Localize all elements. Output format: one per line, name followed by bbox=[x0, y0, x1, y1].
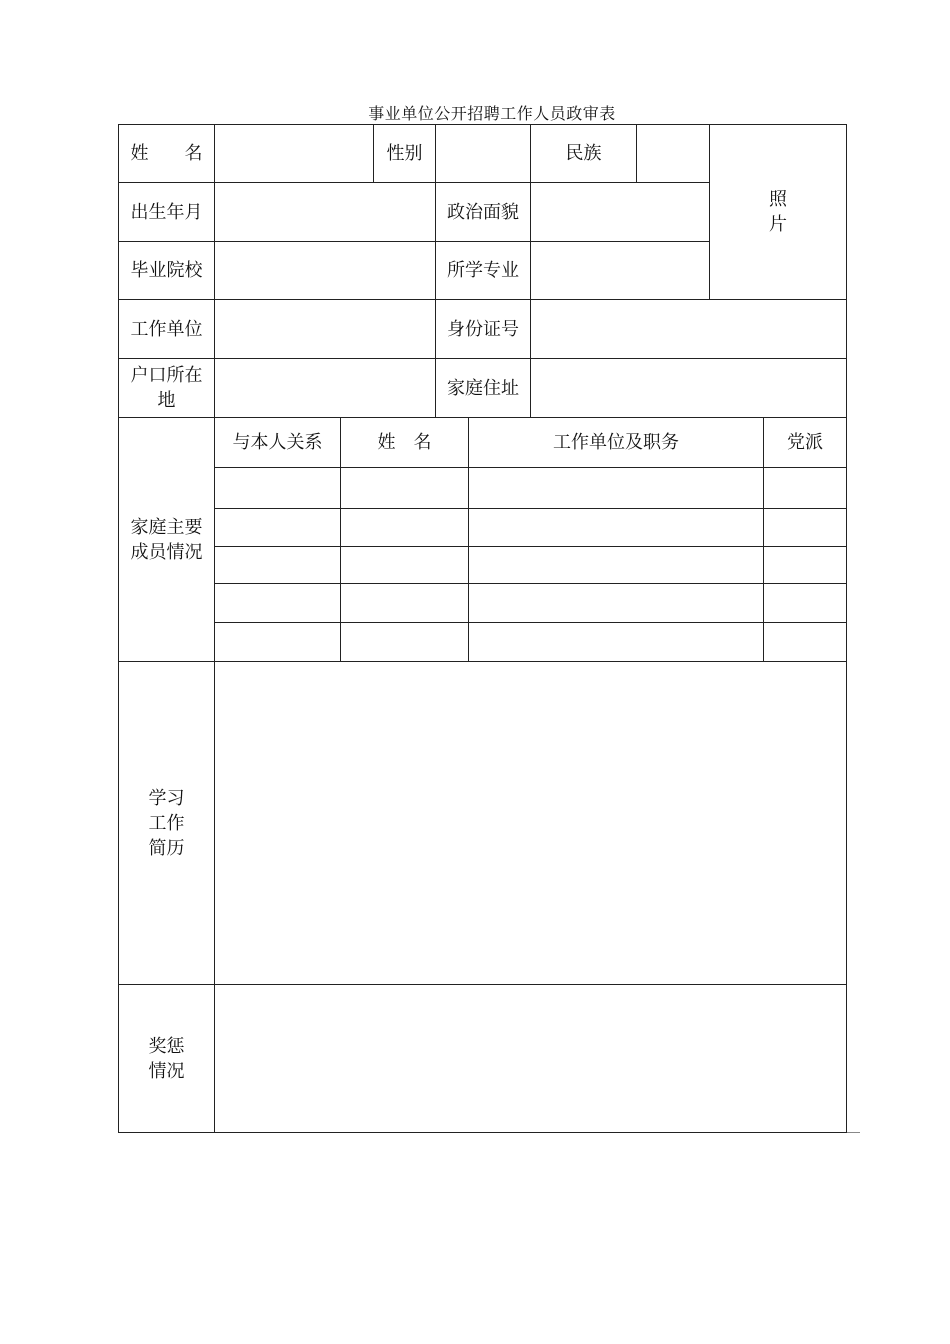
border-right bbox=[846, 124, 847, 1133]
label-rewards-line1: 奖惩 bbox=[148, 1035, 185, 1057]
family-cell[interactable] bbox=[764, 468, 846, 508]
label-employer: 工作单位 bbox=[130, 318, 203, 340]
border-bottom bbox=[118, 1132, 847, 1133]
family-cell[interactable] bbox=[215, 547, 340, 583]
photo-area[interactable] bbox=[710, 125, 846, 299]
family-cell[interactable] bbox=[215, 468, 340, 508]
family-cell[interactable] bbox=[764, 623, 846, 661]
address-field[interactable] bbox=[531, 359, 846, 417]
school-field[interactable] bbox=[215, 242, 435, 299]
label-family-members bbox=[119, 418, 214, 661]
family-cell[interactable] bbox=[341, 547, 468, 583]
label-hukou-line2: 地 bbox=[157, 390, 176, 411]
label-history-line2: 工作 bbox=[148, 812, 185, 834]
family-cell[interactable] bbox=[764, 509, 846, 546]
label-history-line1: 学习 bbox=[148, 787, 185, 809]
label-history-line3: 简历 bbox=[148, 837, 185, 859]
family-cell[interactable] bbox=[469, 623, 763, 661]
label-family-line1: 家庭主要 bbox=[130, 516, 203, 538]
label-birth: 出生年月 bbox=[130, 201, 203, 223]
gender-field[interactable] bbox=[436, 125, 530, 182]
name-field[interactable] bbox=[215, 125, 373, 182]
label-hukou bbox=[119, 359, 214, 417]
study-work-history-field[interactable] bbox=[215, 662, 846, 984]
label-address: 家庭住址 bbox=[447, 377, 519, 399]
hukou-field[interactable] bbox=[215, 359, 435, 417]
family-cell[interactable] bbox=[341, 623, 468, 661]
label-rewards-line2: 情况 bbox=[148, 1060, 185, 1082]
family-cell[interactable] bbox=[341, 509, 468, 546]
family-cell[interactable] bbox=[341, 468, 468, 508]
photo-label-2: 片 bbox=[769, 214, 787, 235]
rewards-punishments-field[interactable] bbox=[215, 985, 846, 1132]
label-school: 毕业院校 bbox=[130, 260, 203, 281]
label-major: 所学专业 bbox=[447, 260, 519, 281]
family-cell[interactable] bbox=[469, 468, 763, 508]
family-cell[interactable] bbox=[215, 509, 340, 546]
ethnicity-field[interactable] bbox=[637, 125, 709, 182]
label-family-line2: 成员情况 bbox=[130, 541, 203, 563]
family-cell[interactable] bbox=[469, 584, 763, 622]
family-cell[interactable] bbox=[764, 584, 846, 622]
label-ethnicity: 民族 bbox=[565, 143, 602, 164]
form-title: 事业单位公开招聘工作人员政审表 bbox=[368, 104, 616, 123]
family-cell[interactable] bbox=[764, 547, 846, 583]
employer-field[interactable] bbox=[215, 300, 435, 358]
label-political-status: 政治面貌 bbox=[447, 201, 519, 223]
family-header-name: 姓 名 bbox=[377, 432, 432, 453]
label-rewards-punishments bbox=[119, 985, 214, 1132]
label-gender: 性别 bbox=[386, 143, 423, 164]
family-cell[interactable] bbox=[215, 584, 340, 622]
family-header-employer-position: 工作单位及职务 bbox=[553, 432, 679, 453]
family-cell[interactable] bbox=[341, 584, 468, 622]
id-number-field[interactable] bbox=[531, 300, 846, 358]
photo-label-1: 照 bbox=[769, 189, 787, 210]
family-cell[interactable] bbox=[469, 547, 763, 583]
political-status-field[interactable] bbox=[531, 183, 709, 241]
label-name: 姓 名 bbox=[130, 143, 203, 164]
label-study-work-history bbox=[119, 662, 214, 984]
family-header-party: 党派 bbox=[787, 432, 823, 453]
label-hukou-line1: 户口所在 bbox=[130, 365, 203, 386]
family-cell[interactable] bbox=[215, 623, 340, 661]
major-field[interactable] bbox=[531, 242, 709, 299]
birth-field[interactable] bbox=[215, 183, 435, 241]
family-header-relation: 与本人关系 bbox=[232, 432, 323, 453]
label-id-number: 身份证号 bbox=[447, 318, 519, 340]
bottom-line-tail bbox=[846, 1132, 860, 1133]
family-cell[interactable] bbox=[469, 509, 763, 546]
